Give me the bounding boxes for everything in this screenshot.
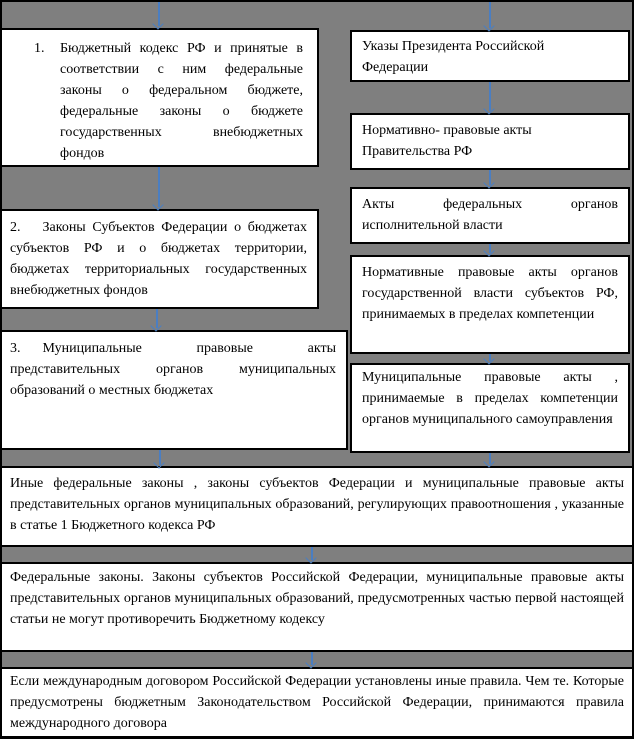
arrow-down-icon	[150, 309, 164, 331]
arrow-down-icon	[483, 453, 497, 467]
box-president-decrees	[350, 30, 630, 82]
box-municipal-selfgovernment-acts	[350, 363, 630, 453]
box-text: Муниципальные правовые акты представительных органов муниципальных образований о местных бюджетах	[10, 341, 336, 398]
box-other-federal-laws	[0, 466, 634, 547]
box-number: 2.	[10, 220, 21, 235]
box-text: Если международным договором Российской Федерации установлены иные правила. Чем те. Которые предусмотрены бюджетным Законодательством Российской Федерации, принимаются правила международного договора	[10, 674, 624, 731]
box-number: 1.	[34, 41, 45, 56]
box-text: Законы Субъектов Федерации о бюджетах субъектов РФ и о бюджетах территории, бюджетах территориальных государственных внебюджетных фондов	[10, 220, 307, 298]
box-no-contradiction-rule	[0, 562, 634, 652]
box-text: Акты федеральных органов исполнительной власти	[362, 197, 618, 233]
arrow-down-icon	[483, 244, 497, 256]
box-municipal-acts-local-budgets	[0, 330, 348, 450]
box-international-treaty-rule	[0, 667, 634, 738]
box-subject-authority-acts	[350, 255, 630, 354]
box-number: 3.	[10, 341, 21, 356]
arrow-down-icon	[305, 652, 319, 668]
box-text: Нормативные правовые акты органов государственной власти субъектов РФ, принимаемых в пределах компетенции	[362, 265, 618, 322]
arrow-down-icon	[483, 354, 497, 364]
box-budget-code-rf	[0, 28, 319, 167]
box-text: Нормативно- правовые акты Правительства РФ	[362, 123, 532, 159]
box-text: Муниципальные правовые акты , принимаемые в пределах компетенции органов муниципального самоуправления	[362, 370, 618, 427]
arrow-down-icon	[152, 2, 166, 29]
arrow-down-icon	[152, 167, 166, 210]
arrow-down-icon	[153, 450, 167, 468]
box-subject-laws	[0, 209, 319, 309]
box-text: Иные федеральные законы , законы субъектов Федерации и муниципальные правовые акты представительных органов муниципальных образований, регулирующих правоотношения , указанные в статье 1 Бюджетного кодекса РФ	[10, 476, 624, 533]
arrow-down-icon	[483, 170, 497, 188]
arrow-down-icon	[483, 82, 497, 114]
box-text: Указы Президента Российской Федерации	[362, 39, 545, 75]
box-text: Федеральные законы. Законы субъектов Российской Федерации, муниципальные правовые акты представительных органов муниципальных образований, предусмотренных частью первой настоящей статьи не могут противоречить Бюджетному кодексу	[10, 570, 624, 627]
box-text: Бюджетный кодекс РФ и принятые в соответствии с ним федеральные законы о федеральном бюджете, федеральные законы о бюджете государственных внебюджетных фондов	[60, 41, 303, 161]
box-government-acts	[350, 113, 630, 170]
box-federal-executive-acts	[350, 187, 630, 244]
arrow-down-icon	[483, 2, 497, 31]
arrow-down-icon	[305, 547, 319, 563]
